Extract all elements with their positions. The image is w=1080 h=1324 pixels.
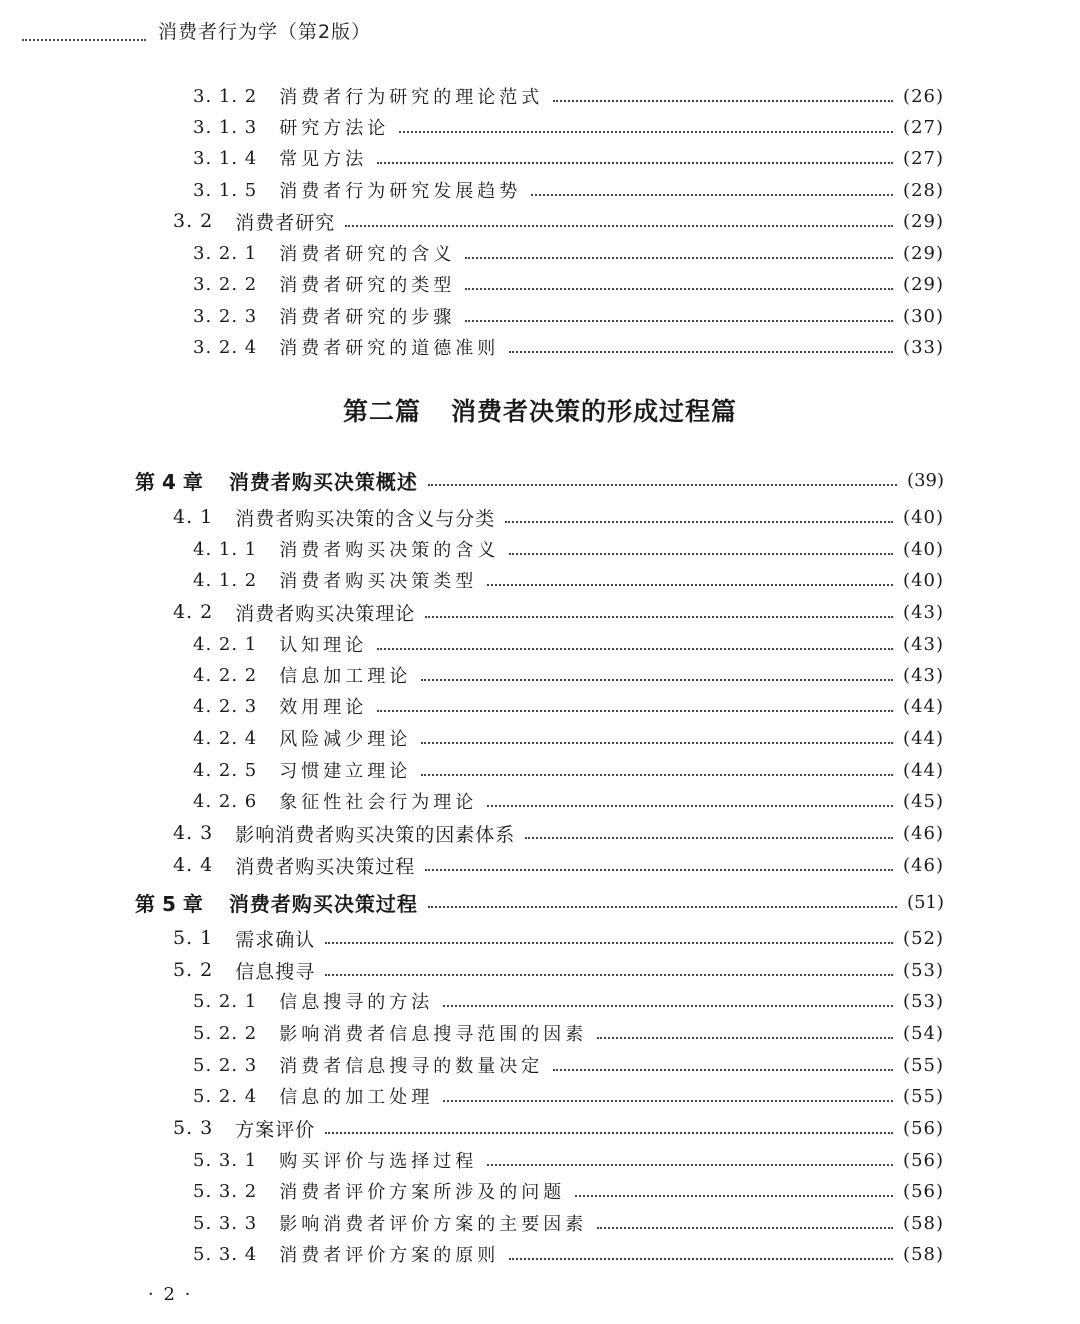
toc-entry: [193, 1051, 944, 1079]
toc-entry: [193, 787, 944, 815]
toc-entry-title: 信息加工理论: [279, 666, 412, 687]
toc-entry-number: 3. 2. 2: [193, 273, 258, 295]
dot-leader: [443, 1100, 893, 1102]
toc-entry-page: (43): [903, 664, 944, 686]
toc-entry: [193, 566, 944, 594]
dot-leader: [377, 648, 893, 650]
dot-leader: [465, 288, 893, 290]
dot-leader: [428, 906, 897, 908]
toc-entry-number: 4. 3: [173, 822, 214, 844]
dot-leader: [505, 521, 893, 523]
dot-leader: [421, 774, 893, 776]
toc-entry-number: 5. 3: [173, 1117, 214, 1139]
part-heading: [0, 392, 1080, 428]
toc-entry-title: 消费者评价方案所涉及的问题: [279, 1182, 566, 1203]
toc-entry-number: 5. 3. 4: [193, 1243, 258, 1265]
toc-entry-page: (40): [903, 569, 944, 591]
toc-entry-page: (43): [903, 633, 944, 655]
toc-entry-title: 消费者研究的道德准则: [279, 338, 500, 359]
dot-leader: [509, 1258, 893, 1260]
dot-leader: [443, 1005, 893, 1007]
toc-entry-page: (53): [903, 959, 944, 981]
dot-leader: [575, 1195, 893, 1197]
toc-entry-number: 4. 4: [173, 854, 214, 876]
dot-leader: [509, 351, 893, 353]
toc-entry: [193, 302, 944, 330]
toc-entry-page: (58): [903, 1212, 944, 1234]
toc-entry-number: 4. 1. 1: [193, 538, 258, 560]
toc-entry-number: 5. 2. 4: [193, 1085, 258, 1107]
toc-entry-title: 消费者研究的步骤: [279, 307, 456, 328]
toc-entry: [193, 724, 944, 752]
dot-leader: [345, 225, 893, 227]
toc-entry-page: (43): [903, 601, 944, 623]
dot-leader: [325, 1132, 893, 1134]
toc-entry: [193, 756, 944, 784]
toc-entry-title: 消费者行为研究发展趋势: [279, 181, 522, 202]
toc-entry-number: 5. 2: [173, 959, 214, 981]
toc-entry: [193, 692, 944, 720]
toc-entry: [193, 1209, 944, 1237]
toc-entry-number: 5. 2. 1: [193, 990, 258, 1012]
dot-leader: [399, 131, 893, 133]
toc-entry-page: (29): [903, 210, 944, 232]
toc-entry-number: 5. 3. 2: [193, 1180, 258, 1202]
dot-leader: [597, 1227, 893, 1229]
toc-entry-title: 消费者购买决策理论: [235, 602, 416, 625]
toc-entry-title: 效用理论: [279, 697, 368, 718]
toc-entry-number: 5. 1: [173, 927, 214, 949]
toc-entry: [193, 333, 944, 361]
toc-entry-page: (45): [903, 790, 944, 812]
page-number: · 2 ·: [148, 1284, 193, 1305]
toc-entry-page: (46): [903, 854, 944, 876]
toc-entry-number: 3. 1. 4: [193, 147, 258, 169]
toc-entry: [173, 598, 944, 626]
toc-entry: [193, 661, 944, 689]
toc-entry: [193, 1240, 944, 1268]
dot-leader: [325, 942, 893, 944]
toc-entry-number: 4. 2: [173, 601, 214, 623]
toc-entry: [193, 1082, 944, 1110]
toc-entry-title: 影响消费者购买决策的因素体系: [235, 823, 516, 846]
toc-entry-title: 消费者研究: [235, 211, 336, 234]
dot-leader: [553, 1069, 893, 1071]
toc-entry-page: (58): [903, 1243, 944, 1265]
toc-entry-title: 消费者购买决策概述: [228, 469, 418, 494]
toc-entry-page: (26): [903, 85, 944, 107]
toc-entry-title: 需求确认: [235, 928, 316, 951]
toc-entry-title: 消费者购买决策的含义与分类: [235, 507, 496, 530]
toc-entry: [173, 207, 944, 235]
toc-entry-number: 3. 1. 5: [193, 179, 258, 201]
toc-entry-number: 5. 2. 3: [193, 1054, 258, 1076]
dot-leader: [509, 553, 893, 555]
toc-entry-number: 4. 2. 6: [193, 790, 258, 812]
dot-leader: [421, 742, 893, 744]
toc-entry-number: 4. 1. 2: [193, 569, 258, 591]
toc-entry-page: (56): [903, 1180, 944, 1202]
toc-entry-page: (46): [903, 822, 944, 844]
dot-leader: [487, 584, 893, 586]
toc-entry-page: (56): [903, 1117, 944, 1139]
toc-entry-title: 研究方法论: [279, 118, 390, 139]
toc-entry-title: 信息搜寻的方法: [279, 992, 434, 1013]
toc-entry-title: 象征性社会行为理论: [279, 792, 478, 813]
toc-chapter-entry: [135, 466, 944, 494]
toc-entry-page: (51): [907, 891, 944, 913]
toc-entry-number: 4. 2. 5: [193, 759, 258, 781]
toc-entry-title: 消费者研究的含义: [279, 244, 456, 265]
toc-entry-number: 3. 1. 3: [193, 116, 258, 138]
toc-entry-page: (29): [903, 242, 944, 264]
part-label: 第二篇: [342, 397, 421, 426]
toc-entry-number: 4. 2. 4: [193, 727, 258, 749]
dot-leader: [428, 484, 897, 486]
toc-entry-page: (55): [903, 1054, 944, 1076]
dot-leader: [377, 162, 893, 164]
book-title: 消费者行为学（第2版）: [158, 21, 372, 43]
dot-leader: [377, 710, 893, 712]
toc-entry-title: 消费者行为研究的理论范式: [279, 87, 544, 108]
toc-entry-title: 信息的加工处理: [279, 1087, 434, 1108]
toc-entry-number: 3. 2: [173, 210, 214, 232]
header-dotted-rule: [22, 39, 146, 41]
dot-leader: [425, 616, 893, 618]
toc-entry-number: 第 5 章: [135, 891, 203, 916]
toc-entry-page: (27): [903, 147, 944, 169]
toc-entry-number: 4. 1: [173, 506, 214, 528]
toc-entry-title: 影响消费者评价方案的主要因素: [279, 1214, 588, 1235]
toc-entry-title: 消费者研究的类型: [279, 275, 456, 296]
toc-entry-number: 4. 2. 1: [193, 633, 258, 655]
toc-entry-number: 5. 3. 1: [193, 1149, 258, 1171]
toc-entry: [193, 270, 944, 298]
toc-entry: [193, 113, 944, 141]
toc-entry-number: 4. 2. 3: [193, 695, 258, 717]
toc-entry-number: 3. 2. 1: [193, 242, 258, 264]
toc-entry: [193, 535, 944, 563]
toc-entry-number: 第 4 章: [135, 469, 203, 494]
toc-entry-number: 3. 2. 4: [193, 336, 258, 358]
toc-entry: [193, 1177, 944, 1205]
toc-entry-number: 5. 2. 2: [193, 1022, 258, 1044]
dot-leader: [465, 320, 893, 322]
toc-entry-page: (53): [903, 990, 944, 1012]
dot-leader: [465, 257, 893, 259]
dot-leader: [553, 100, 893, 102]
toc-entry-number: 5. 3. 3: [193, 1212, 258, 1234]
toc-entry-page: (54): [903, 1022, 944, 1044]
toc-entry-page: (55): [903, 1085, 944, 1107]
part-title-text: 消费者决策的形成过程篇: [451, 397, 738, 426]
toc-entry: [193, 987, 944, 1015]
toc-entry-number: 3. 2. 3: [193, 305, 258, 327]
toc-entry-page: (33): [903, 336, 944, 358]
toc-entry: [173, 503, 944, 531]
toc-entry-number: 4. 2. 2: [193, 664, 258, 686]
toc-entry-title: 习惯建立理论: [279, 761, 412, 782]
toc-entry-page: (56): [903, 1149, 944, 1171]
toc-entry-page: (40): [903, 538, 944, 560]
toc-entry: [193, 239, 944, 267]
toc-entry-page: (40): [903, 506, 944, 528]
toc-entry-page: (52): [903, 927, 944, 949]
toc-entry-title: 购买评价与选择过程: [279, 1151, 478, 1172]
toc-entry-page: (27): [903, 116, 944, 138]
toc-entry-title: 信息搜寻: [235, 960, 316, 983]
running-header: [0, 0, 1080, 60]
toc-entry: [193, 1019, 944, 1047]
toc-entry: [173, 956, 944, 984]
toc-entry-page: (44): [903, 759, 944, 781]
toc-entry-page: (28): [903, 179, 944, 201]
dot-leader: [597, 1037, 893, 1039]
dot-leader: [425, 869, 893, 871]
toc-entry-title: 常见方法: [279, 149, 368, 170]
toc-entry: [193, 82, 944, 110]
dot-leader: [525, 837, 893, 839]
dot-leader: [421, 679, 893, 681]
dot-leader: [325, 974, 893, 976]
toc-entry-page: (44): [903, 727, 944, 749]
toc-entry: [193, 176, 944, 204]
toc-entry-title: 消费者评价方案的原则: [279, 1245, 500, 1266]
toc-entry-title: 消费者购买决策类型: [279, 571, 478, 592]
toc-entry-number: 3. 1. 2: [193, 85, 258, 107]
toc-entry-title: 认知理论: [279, 635, 368, 656]
toc-entry: [173, 1114, 944, 1142]
toc-entry-title: 消费者购买决策过程: [228, 891, 418, 916]
toc-entry-title: 风险减少理论: [279, 729, 412, 750]
dot-leader: [487, 805, 893, 807]
toc-entry-page: (44): [903, 695, 944, 717]
toc-entry-page: (39): [907, 469, 944, 491]
toc-entry: [173, 819, 944, 847]
dot-leader: [531, 194, 893, 196]
toc-entry: [173, 851, 944, 879]
toc-entry-title: 消费者购买决策过程: [235, 855, 416, 878]
toc-entry: [173, 924, 944, 952]
toc-entry: [193, 144, 944, 172]
toc-entry-page: (30): [903, 305, 944, 327]
toc-entry: [193, 1146, 944, 1174]
toc-entry: [193, 630, 944, 658]
toc-entry-title: 消费者信息搜寻的数量决定: [279, 1056, 544, 1077]
toc-entry-page: (29): [903, 273, 944, 295]
toc-entry-title: 影响消费者信息搜寻范围的因素: [279, 1024, 588, 1045]
toc-entry-title: 消费者购买决策的含义: [279, 540, 500, 561]
toc-chapter-entry: [135, 888, 944, 916]
dot-leader: [487, 1164, 893, 1166]
toc-entry-title: 方案评价: [235, 1118, 316, 1141]
